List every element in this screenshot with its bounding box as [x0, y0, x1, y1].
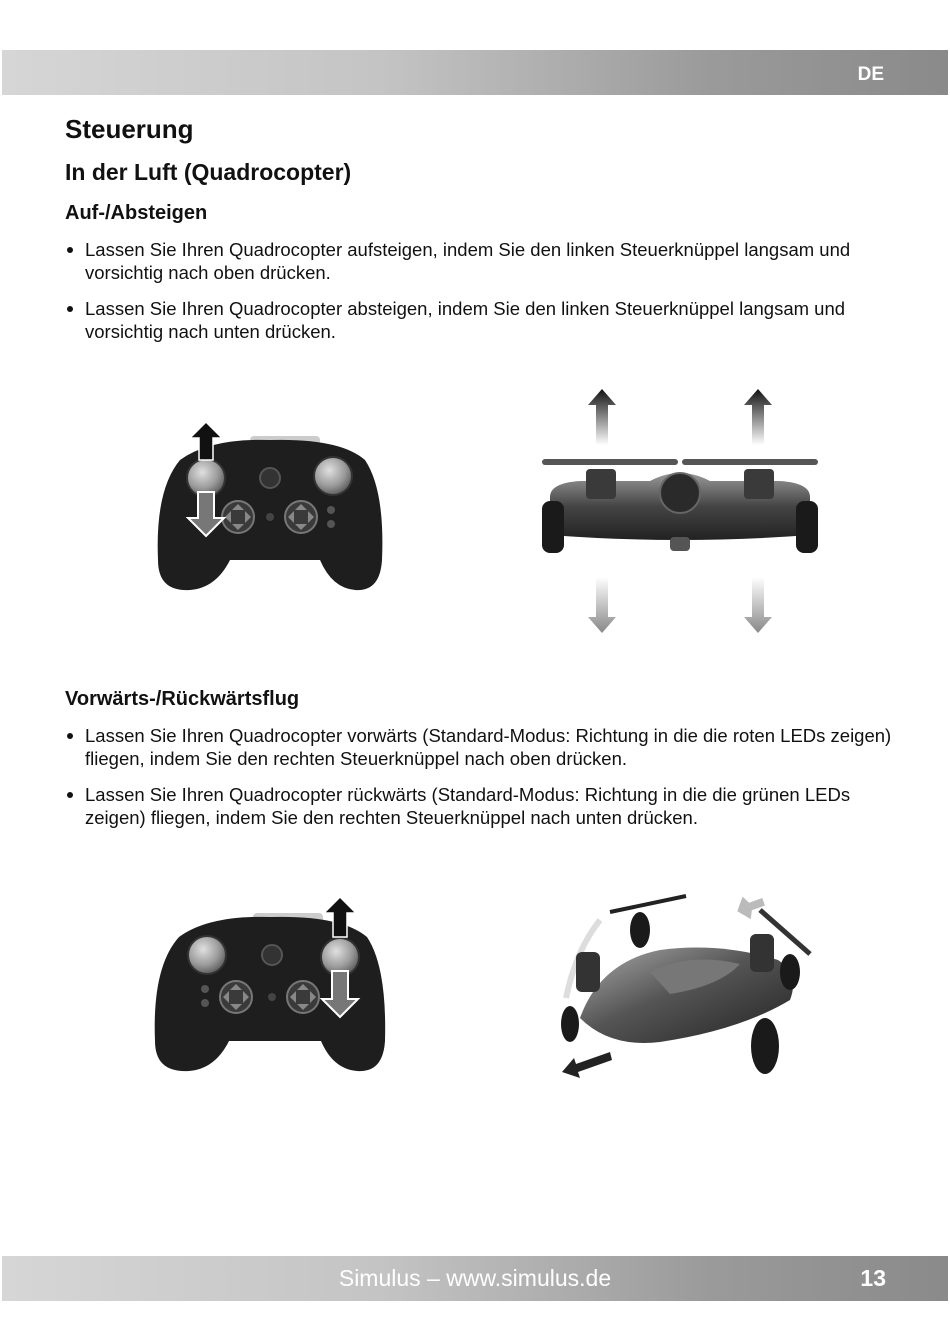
drone-illustration-perspective-view	[540, 890, 825, 1085]
footer-bar	[2, 1256, 948, 1301]
language-badge: DE	[857, 64, 884, 85]
heading-forward-backward: Vorwärts-/Rückwärtsflug	[65, 688, 300, 710]
list-item: Lassen Sie Ihren Quadrocopter absteigen, indem Sie den linken Steuerknüppel langsam und vorsichtig nach unten drücken.	[65, 297, 895, 343]
page-number: 13	[860, 1265, 886, 1291]
controller-illustration-right-stick	[145, 895, 395, 1080]
bullet-list-ascend-descend	[65, 238, 895, 356]
header-bar	[2, 50, 948, 95]
heading-ascend-descend: Auf-/Absteigen	[65, 202, 208, 224]
list-item: Lassen Sie Ihren Quadrocopter rückwärts (Standard-Modus: Richtung in die die grünen LEDs zeigen) fliegen, indem Sie den rechten Steuerknüppel nach unten drücken.	[65, 783, 895, 829]
controller-illustration-left-stick	[150, 420, 390, 600]
list-item: Lassen Sie Ihren Quadrocopter aufsteigen, indem Sie den linken Steuerknüppel langsam und vorsichtig nach oben drücken.	[65, 238, 895, 284]
section-subtitle: In der Luft (Quadrocopter)	[65, 159, 352, 185]
bullet-list-forward-backward	[65, 724, 895, 842]
drone-illustration-front-view	[530, 385, 830, 635]
footer-text: Simulus – www.simulus.de	[338, 1265, 612, 1291]
page-title: Steuerung	[65, 114, 194, 144]
list-item: Lassen Sie Ihren Quadrocopter vorwärts (Standard-Modus: Richtung in die die roten LEDs zeigen) fliegen, indem Sie den rechten Steuerknüppel nach oben drücken.	[65, 724, 895, 770]
